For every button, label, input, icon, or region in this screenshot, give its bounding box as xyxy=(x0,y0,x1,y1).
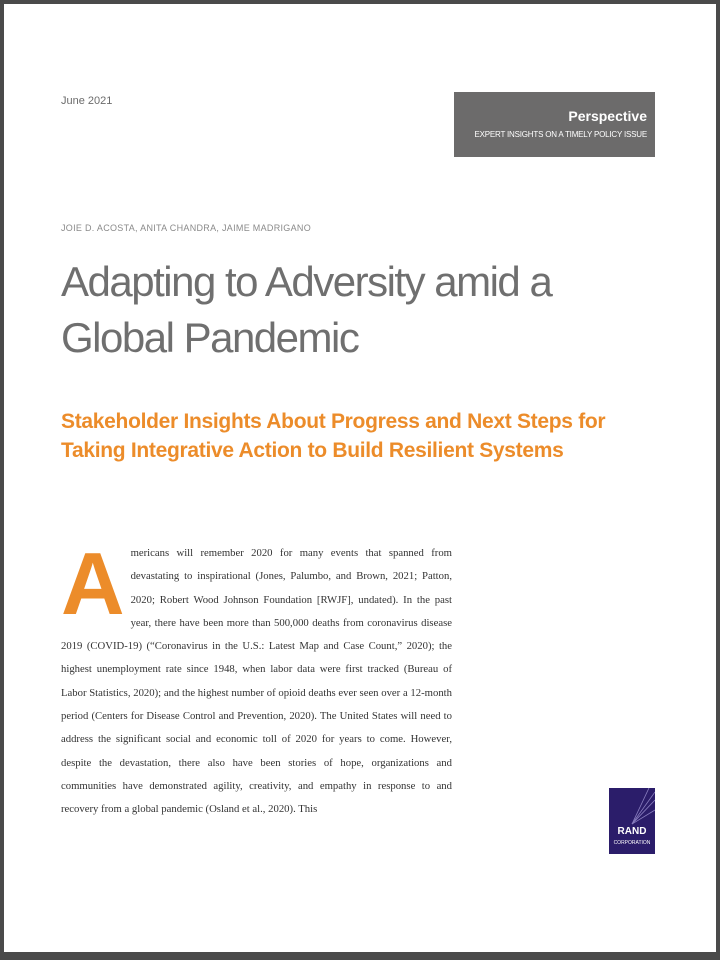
rand-logo-lines-icon xyxy=(609,788,655,828)
perspective-title: Perspective xyxy=(568,108,647,124)
publication-date: June 2021 xyxy=(61,95,113,107)
perspective-subtitle: EXPERT INSIGHTS ON A TIMELY POLICY ISSUE xyxy=(474,130,647,139)
author-list: JOIE D. ACOSTA, ANITA CHANDRA, JAIME MADRIGANO xyxy=(61,223,312,233)
document-page xyxy=(4,4,716,952)
body-text: mericans will remember 2020 for many events that spanned from devastating to inspirational (Jones, Palumbo, and Brown, 2021; Patton, 2020; Robert Wood Johnson Foundation [RWJF], undated). In the past year, there have been more than 500,000 deaths from coronavirus disease 2019 (COVID-19) (“Coronavirus in the U.S.: Latest Map and Case Count,” 2020); the highest unemployment rate since 1948, when labor data were first tracked (Bureau of Labor Statistics, 2020); and the highest number of opioid deaths ever seen over a 12-month period (Centers for Disease Control and Prevention, 2020). The United States will need to address the significant social and economic toll of 2020 for years to come. However, despite the devastation, there also have been stories of hope, organizations and communities have demonstrated agility, creativity, and empathy in response to and recovery from a global pandemic (Osland et al., 2020). This xyxy=(61,547,452,816)
drop-cap: A xyxy=(61,534,125,633)
body-paragraph xyxy=(61,534,452,822)
rand-logo-name: RAND xyxy=(617,826,647,837)
rand-logo-tagline: CORPORATION xyxy=(613,840,651,846)
rand-logo xyxy=(609,788,655,854)
perspective-label xyxy=(454,92,655,157)
document-title: Adapting to Adversity amid a Global Pandemic xyxy=(61,258,552,361)
document-subtitle: Stakeholder Insights About Progress and Next Steps for Taking Integrative Action to Build Resilient Systems xyxy=(61,410,606,462)
